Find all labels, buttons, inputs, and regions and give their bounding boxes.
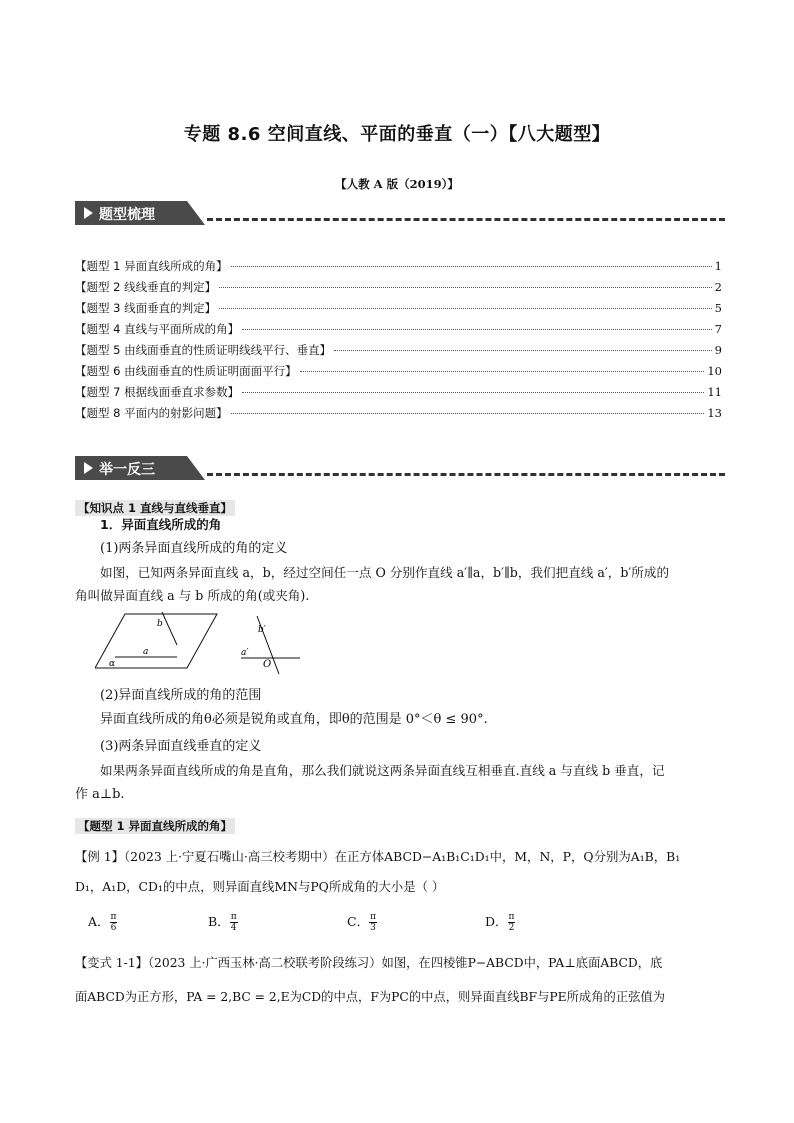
toc-page: 7 (714, 322, 722, 336)
toc-page: 1 (714, 259, 722, 273)
range-text: 异面直线所成的角θ必须是锐角或直角，即θ的范围是 0°＜θ ≤ 90°. (100, 712, 488, 727)
toc-leader (231, 413, 705, 414)
option-letter: C． (347, 914, 370, 929)
definition-title: (1)两条异面直线所成的角的定义 (100, 541, 288, 556)
definition-text: 如图，已知两条异面直线 a，b，经过空间任一点 O 分别作直线 a′∥a，b′∥b，我们把直线 a′，b′所成的 (100, 565, 670, 580)
toc-leader (219, 308, 712, 309)
toc-leader (334, 350, 712, 351)
label-b: b (157, 619, 163, 629)
fraction-numerator: π (370, 912, 376, 922)
dashed-divider (207, 473, 725, 476)
option-fraction (110, 912, 118, 933)
variant-1-1-text-cont: 面ABCD为正方形，PA = 2,BC = 2,E为CD的中点，F为PC的中点，则异面直线BF与PE所成角的正弦值为 (75, 990, 666, 1004)
toc-leader (300, 371, 705, 372)
fraction-numerator: π (508, 912, 515, 922)
label-O: O (263, 659, 272, 670)
variant-1-1-text: 【变式 1-1】（2023 上·广西玉林·高二校联考阶段练习）如图，在四棱锥P−ABCD中，PA⊥底面ABCD，底 (75, 956, 663, 970)
knowledge-heading: 1．异面直线所成的角 (100, 517, 222, 532)
label-a-prime: a′ (241, 648, 249, 658)
section-label: 举一反三 (99, 462, 155, 478)
fraction-numerator: π (110, 912, 117, 922)
toc-label[interactable]: 【题型 4 直线与平面所成的角】 (75, 322, 240, 336)
option-fraction (369, 912, 377, 933)
option-letter: B． (208, 914, 230, 929)
play-arrow-icon (84, 462, 93, 474)
example-1-text-cont: D₁，A₁D，CD₁的中点，则异面直线MN与PQ所成角的大小是（ ） (75, 879, 445, 894)
dashed-divider (207, 218, 725, 221)
toc-leader (231, 266, 712, 267)
option-letter: D． (485, 914, 508, 929)
skew-lines-figure (95, 612, 315, 674)
toc-leader (219, 287, 712, 288)
option-b[interactable] (208, 912, 238, 933)
perpendicular-text-cont: 作 a⊥b. (75, 787, 125, 802)
option-a[interactable] (88, 912, 117, 933)
play-arrow-icon (84, 207, 93, 219)
toc-row[interactable] (75, 258, 722, 279)
toc-page: 13 (707, 406, 722, 420)
page-subtitle: 【人教 A 版（2019）】 (335, 177, 459, 191)
toc-page: 9 (714, 343, 722, 357)
toc-page: 10 (707, 364, 722, 378)
definition-text-cont: 角叫做异面直线 a 与 b 所成的角(或夹角). (75, 588, 310, 603)
perpendicular-title: (3)两条异面直线垂直的定义 (100, 739, 262, 754)
toc-row[interactable] (75, 300, 722, 321)
toc-leader (242, 329, 712, 330)
toc-leader (242, 392, 704, 393)
question-type-tag: 【题型 1 异面直线所成的角】 (75, 818, 235, 834)
label-alpha: α (109, 659, 116, 669)
fraction-numerator: π (230, 912, 237, 922)
example-1-text: 【例 1】（2023 上·宁夏石嘴山·高三校考期中）在正方体ABCD−A₁B₁C₁D₁中，M，N，P，Q分别为A₁B，B₁ (75, 849, 681, 864)
section-banner-outline (75, 201, 725, 225)
perpendicular-text: 如果两条异面直线所成的角是直角，那么我们就说这两条异面直线互相垂直.直线 a 与直线 b 垂直，记 (100, 763, 665, 778)
toc-label[interactable]: 【题型 8 平面内的射影问题】 (75, 406, 228, 420)
toc-label[interactable]: 【题型 1 异面直线所成的角】 (75, 259, 228, 273)
page-title: 专题 8.6 空间直线、平面的垂直（一）【八大题型】 (183, 124, 611, 145)
section-banner-practice (75, 456, 725, 480)
toc-label[interactable]: 【题型 7 根据线面垂直求参数】 (75, 385, 240, 399)
label-a: a (143, 647, 149, 657)
toc-row[interactable] (75, 363, 722, 384)
label-b-prime: b′ (258, 625, 266, 635)
knowledge-tag: 【知识点 1 直线与直线垂直】 (75, 500, 235, 516)
toc-page: 11 (707, 385, 722, 399)
fraction-denominator: 3 (370, 923, 376, 933)
option-d[interactable] (485, 912, 515, 933)
option-fraction (230, 912, 238, 933)
toc-page: 2 (714, 280, 722, 294)
fraction-denominator: 2 (508, 923, 515, 933)
toc-label[interactable]: 【题型 2 线线垂直的判定】 (75, 280, 217, 294)
toc-label[interactable]: 【题型 3 线面垂直的判定】 (75, 301, 217, 315)
fraction-denominator: 6 (110, 923, 117, 933)
option-letter: A． (88, 914, 110, 929)
toc-label[interactable]: 【题型 5 由线面垂直的性质证明线线平行、垂直】 (75, 343, 332, 357)
toc-label[interactable]: 【题型 6 由线面垂直的性质证明面面平行】 (75, 364, 297, 378)
section-label: 题型梳理 (99, 207, 155, 223)
option-c[interactable] (347, 912, 377, 933)
range-title: (2)异面直线所成的角的范围 (100, 688, 262, 703)
toc-row[interactable] (75, 279, 722, 300)
toc-row[interactable] (75, 384, 722, 405)
toc-page: 5 (714, 301, 722, 315)
table-of-contents (75, 258, 722, 426)
toc-row[interactable] (75, 321, 722, 342)
toc-row[interactable] (75, 342, 722, 363)
fraction-denominator: 4 (230, 923, 237, 933)
option-fraction (508, 912, 516, 933)
toc-row[interactable] (75, 405, 722, 426)
